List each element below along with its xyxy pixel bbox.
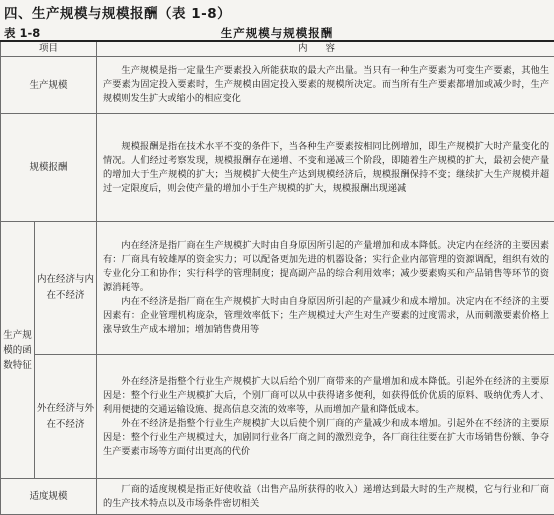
appropriate-scale-text: 厂商的适度规模是指正好使收益（出售产品所获得的收入）递增达到最大时的生产规模，它与行业和厂商的生产技术特点以及市场条件密切相关 [103,483,549,511]
item-returns-to-scale: 规模报酬 [1,114,97,222]
item-appropriate-scale: 适度规模 [1,479,97,515]
header-content-label: 内容 [298,43,353,54]
content-returns-to-scale [97,114,554,222]
row-external-economies [1,355,554,479]
section-title: 四、生产规模与规模报酬（表 1-8） [4,2,231,22]
item-external-economies: 外在经济与外在不经济 [35,355,97,479]
table-title: 生产规模与规模报酬 [0,25,554,41]
external-economies-text: 外在经济是指整个行业生产规模扩大以后给个别厂商带来的产量增加和成本降低。引起外在经济的主要原因是：整个行业生产规模扩大后，个别厂商可以从中获得诸多便利，如获得低价优质的原料、吸纳优秀人才、利用便捷的交通运输设施、提高信息交流的效率等，从而增加产量和降低成本。 [103,375,549,417]
scale-returns-table [0,42,554,515]
header-item: 项目 [1,42,97,57]
table-number: 表 1-8 [4,25,40,41]
item-production-scale: 生产规模 [1,57,97,114]
external-diseconomies-text: 外在不经济是指整个行业生产规模扩大以后使个别厂商的产量减少和成本增加。引起外在不经济的主要原因是：整个行业生产规模过大，加剧同行业各厂商之间的激烈竞争，各厂商往往要在扩大市场销售份额、争夺生产要素市场等方面付出更高的代价 [103,417,549,459]
returns-to-scale-text: 规模报酬是指在技术水平不变的条件下，当各种生产要素按相同比例增加，即生产规模扩大时产量变化的情况。人们经过考察发现，规模报酬存在递增、不变和递减三个阶段，即随着生产规模的扩大，最初会使产量的增加大于生产规模的扩大；当规模扩大使生产达到规模经济后，规模报酬保持不变；继续扩大生产规模并超过一定限度后，则会使产量的增加小于生产规模的扩大，规模报酬出现递减 [103,140,549,196]
content-appropriate-scale [97,479,554,515]
row-internal-economies [1,222,554,355]
content-external-economies [97,355,554,479]
internal-economies-text: 内在经济是指厂商在生产规模扩大时由自身原因所引起的产量增加和成本降低。决定内在经济的主要因素有：厂商具有较雄厚的资金实力；可以配备更加先进的机器设备；实行企业内部管理的资源调配，组织有效的专业化分工和协作；实行科学的管理制度；提高副产品的综合利用效率；减少要素购买和产品销售等环节的资源消耗等。 [103,239,549,295]
header-row [1,42,554,57]
row-production-scale [1,57,554,114]
header-content [97,42,554,57]
row-returns-to-scale [1,114,554,222]
content-internal-economies [97,222,554,355]
item-internal-economies: 内在经济与内在不经济 [35,222,97,355]
production-scale-text: 生产规模是指一定量生产要素投入所能获取的最大产出量。当只有一种生产要素为可变生产要素，其他生产要素为固定投入要素时，生产规模由固定投入要素的规模所决定。而当所有生产要素都增加或减少时，生产规模则发生扩大或缩小的相应变化 [103,64,549,106]
row-appropriate-scale [1,479,554,515]
category-scale-features: 生产规模的函数特征 [1,222,35,479]
content-production-scale [97,57,554,114]
internal-diseconomies-text: 内在不经济是指厂商在生产规模扩大时由自身原因所引起的产量减少和成本增加。决定内在不经济的主要因素有：企业管理机构庞杂，管理效率低下；生产规模过大产生对生产要素的过度需求，从而刺激要素价格上涨导致生产成本增加；增加销售费用等 [103,295,549,337]
